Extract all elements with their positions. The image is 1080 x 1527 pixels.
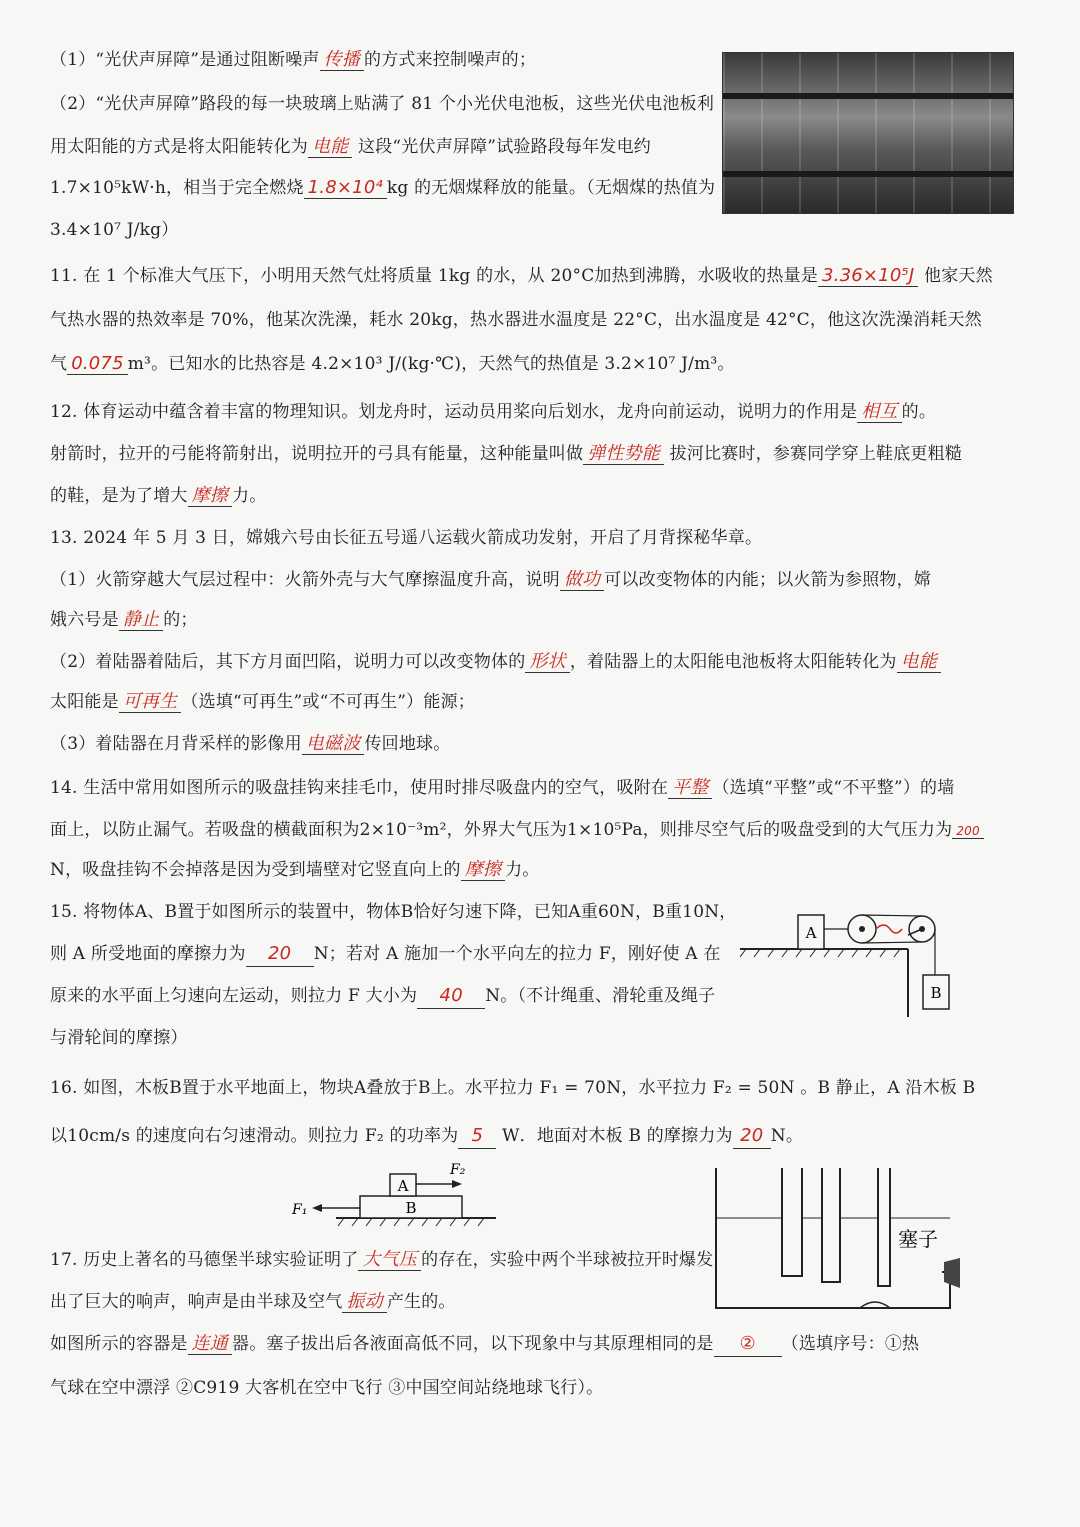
answer-blank: 振动 [342, 1291, 386, 1313]
answer-blank: 电磁波 [302, 733, 365, 755]
q15-line-1: 15. 将物体A、B置于如图所示的装置中，物体B恰好匀速下降，已知A重60N，B重10N， [50, 902, 737, 922]
answer-blank: 平整 [668, 777, 712, 799]
answer-blank: 连通 [188, 1333, 232, 1355]
answer-blank: 静止 [119, 609, 163, 631]
answer-blank: 传播 [320, 49, 364, 71]
noise-barrier-photo [722, 52, 1014, 214]
q13-line-1: 13. 2024 年 5 月 3 日，嫦娥六号由长征五号遥八运载火箭成功发射，开启了月背探秘华章。 [50, 528, 763, 548]
answer-blank: 40 [417, 984, 485, 1009]
stopper [944, 1258, 960, 1288]
q11-line-2: 气热水器的热效率是 70%，他某次洗澡，耗水 20kg，热水器进水温度是 22°C，出水温度是 42°C，他这次洗澡消耗天然 [50, 310, 982, 330]
answer-blank: 0.075 [67, 353, 128, 375]
q17-line-2: 出了巨大的响声，响声是由半球及空气 振动 产生的。 [50, 1291, 456, 1312]
answer-blank: 做功 [560, 569, 604, 591]
q16-line-2: 以10cm/s 的速度向右匀速滑动。则拉力 F₂ 的功率为 5 W．地面对木板 B 的摩擦力为 20 N。 [50, 1124, 803, 1149]
answer-blank: 20 [246, 942, 314, 967]
q14-line-3: N，吸盘挂钩不会掉落是因为受到墙壁对它竖直向上的 摩擦 力。 [50, 859, 540, 880]
q10-line-3: 用太阳能的方式是将太阳能转化为 电能 这段“光伏声屏障”试验路段每年发电约 [50, 136, 651, 157]
q10-line-4: 1.7×10⁵kW·h，相当于完全燃烧 1.8×10⁴ kg 的无烟煤释放的能量。（无烟煤的热值为 [50, 177, 716, 198]
q15-line-3: 原来的水平面上匀速向左运动，则拉力 F 大小为 40 N。（不计绳重、滑轮重及绳子 [50, 984, 715, 1009]
answer-blank: 相互 [857, 401, 901, 423]
block-a-label: A [805, 924, 817, 942]
q13-line-2: （1）火箭穿越大气层过程中：火箭外壳与大气摩擦温度升高，说明 做功 可以改变物体的内能；以火箭为参照物，嫦 [50, 569, 932, 590]
q12-line-1: 12. 体育运动中蕴含着丰富的物理知识。划龙舟时，运动员用桨向后划水，龙舟向前运动，说明力的作用是 相互 的。 [50, 401, 937, 422]
force-f2-label: F₂ [450, 1162, 466, 1178]
block-b-label: B [930, 984, 942, 1002]
block-a-label: A [397, 1177, 409, 1195]
q10-line-1: （1）“光伏声屏障”是通过阻断噪声 传播 的方式来控制噪声的； [50, 49, 537, 70]
connected-vessel-diagram [710, 1168, 980, 1318]
q11-line-3: 气 0.075 m³。已知水的比热容是 4.2×10³ J/(kg·℃)，天然气的热值是 3.2×10⁷ J/m³。 [50, 353, 735, 374]
answer-blank: 摩擦 [188, 485, 232, 507]
q13-line-3: 娥六号是 静止 的； [50, 609, 198, 630]
answer-blank: 电能 [897, 651, 941, 673]
board-b-label: B [405, 1199, 417, 1217]
answer-blank: 弹性势能 [583, 443, 664, 465]
q16-line-1: 16. 如图，木板B置于水平地面上，物块A叠放于B上。水平拉力 F₁ = 70N，水平拉力 F₂ = 50N 。B 静止，A 沿木板 B [50, 1078, 976, 1098]
q11-line-1: 11. 在 1 个标准大气压下，小明用天然气灶将质量 1kg 的水，从 20°C加热到沸腾，水吸收的热量是 3.36×10⁵J 他家天然 [50, 265, 993, 286]
stopper-label: 塞子 [898, 1227, 938, 1251]
q13-line-6: （3）着陆器在月背采样的影像用 电磁波 传回地球。 [50, 733, 451, 754]
q15-line-2: 则 A 所受地面的摩擦力为 20 N；若对 A 施加一个水平向左的拉力 F，刚好使 A 在 [50, 942, 721, 967]
q10-line-2: （2）“光伏声屏障”路段的每一块玻璃上贴满了 81 个小光伏电池板，这些光伏电池板利 [50, 94, 715, 114]
answer-blank: 摩擦 [461, 859, 505, 881]
q17-line-4: 气球在空中漂浮 ②C919 大客机在空中飞行 ③中国空间站绕地球飞行）。 [50, 1378, 604, 1398]
answer-blank: 形状 [525, 651, 569, 673]
q17-line-1: 17. 历史上著名的马德堡半球实验证明了 大气压 的存在，实验中两个半球被拉开时爆发 [50, 1249, 714, 1270]
answer-blank: 20 [733, 1124, 771, 1149]
answer-blank: 200 [952, 824, 984, 839]
q14-line-2: 面上，以防止漏气。若吸盘的横截面积为2×10⁻³m²，外界大气压为1×10⁵Pa，则排尽空气后的吸盘受到的大气压力为 200 [50, 818, 984, 843]
answer-blank: ② [714, 1332, 782, 1357]
board-diagram [290, 1160, 500, 1232]
answer-blank: 电能 [308, 136, 352, 158]
answer-blank: 可再生 [119, 691, 182, 713]
force-f1-label: F₁ [292, 1202, 308, 1218]
answer-blank: 1.8×10⁴ [304, 177, 387, 199]
q13-line-5: 太阳能是 可再生 （选填“可再生”或“不可再生”）能源； [50, 691, 475, 712]
q12-line-3: 的鞋，是为了增大 摩擦 力。 [50, 485, 267, 506]
q13-line-4: （2）着陆器着陆后，其下方月面凹陷，说明力可以改变物体的 形状 ，着陆器上的太阳能电池板将太阳能转化为 电能 [50, 650, 941, 674]
q15-line-4: 与滑轮间的摩擦） [50, 1028, 188, 1048]
q17-line-3: 如图所示的容器是 连通 器。塞子拔出后各液面高低不同，以下现象中与其原理相同的是 ② （选填序号：①热 [50, 1332, 919, 1357]
answer-blank: 大气压 [358, 1249, 421, 1271]
q12-line-2: 射箭时，拉开的弓能将箭射出，说明拉开的弓具有能量，这种能量叫做 弹性势能 拔河比赛时，参赛同学穿上鞋底更粗糙 [50, 443, 963, 464]
answer-blank: 5 [458, 1124, 496, 1149]
pulley-diagram [740, 905, 980, 1017]
q10-line-5: 3.4×10⁷ J/kg） [50, 220, 179, 240]
q14-line-1: 14. 生活中常用如图所示的吸盘挂钩来挂毛巾，使用时排尽吸盘内的空气，吸附在 平整 （选填“平整”或“不平整”）的墙 [50, 777, 955, 798]
answer-blank: 3.36×10⁵J [818, 265, 918, 287]
